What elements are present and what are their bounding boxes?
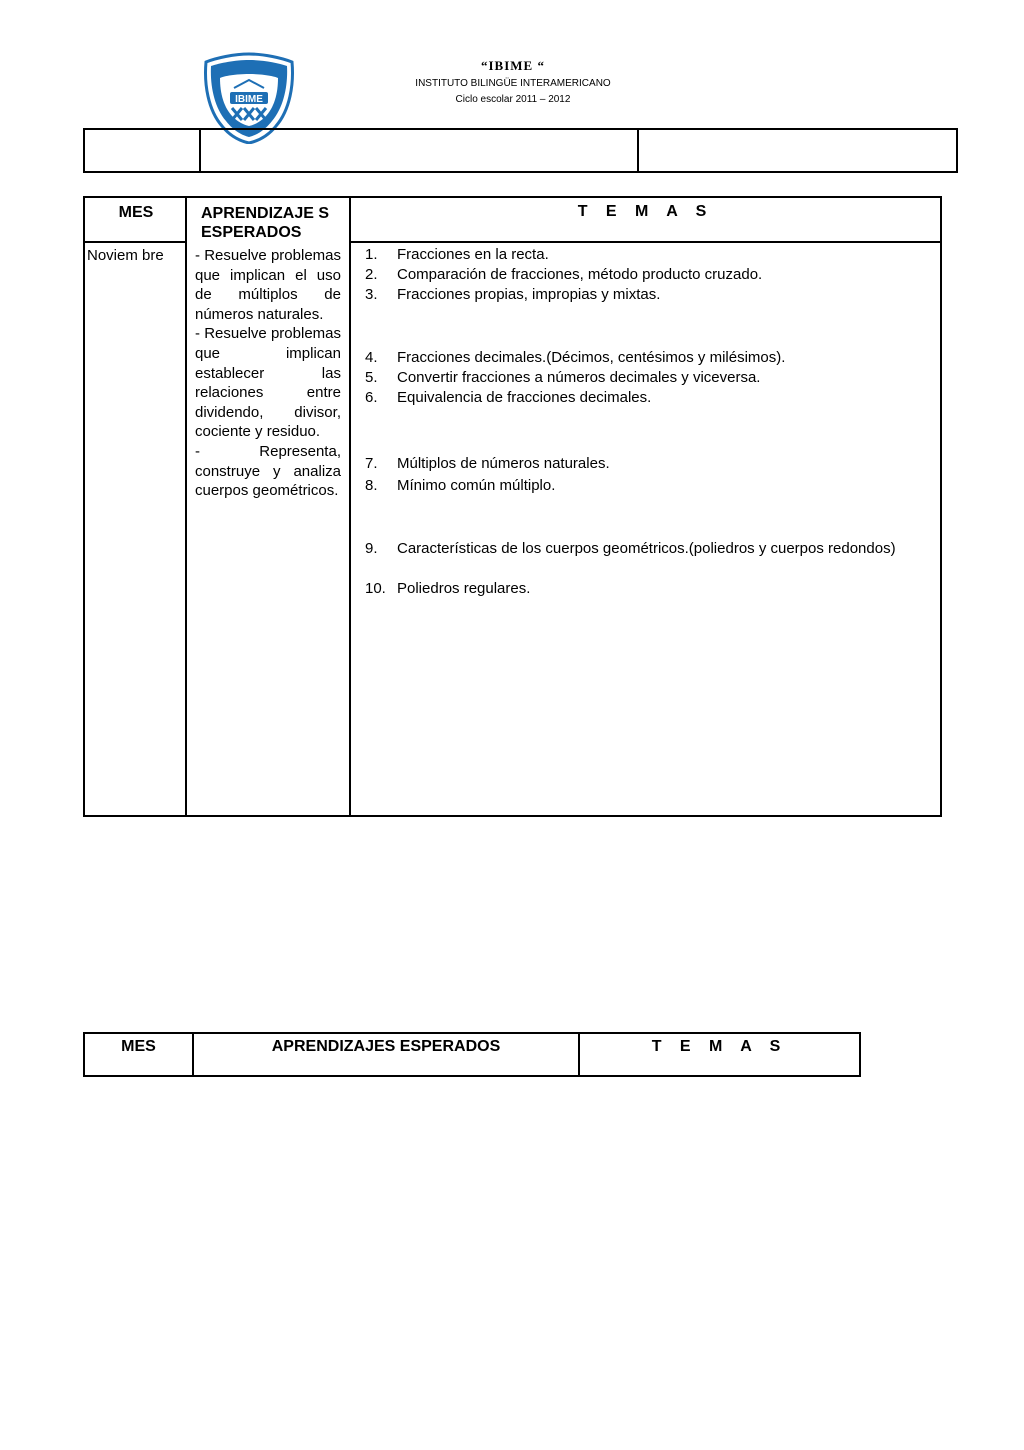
tema-number: 7. xyxy=(365,455,378,472)
header-temas: T E M A S xyxy=(577,203,714,220)
tema-text: Características de los cuerpos geométricos.(poliedros y cuerpos redondos) xyxy=(397,540,896,557)
tema-item xyxy=(365,579,920,598)
tema-text: Comparación de fracciones, método producto cruzado. xyxy=(397,266,763,283)
tema-number: 2. xyxy=(365,266,378,283)
aprendizaje-item: - Resuelve problemas que implican establecer las relaciones entre dividendo, divisor, cociente y residuo. xyxy=(195,325,341,441)
tema-number: 6. xyxy=(365,389,378,406)
lesson-plan-table xyxy=(83,196,942,817)
tema-text: Fracciones decimales.(Décimos, centésimos y milésimos). xyxy=(397,349,786,366)
aprendizajes-list xyxy=(195,246,341,501)
school-cycle: Ciclo escolar 2011 – 2012 xyxy=(455,94,571,105)
school-name: “IBIME “ xyxy=(481,58,545,73)
tema-number: 4. xyxy=(365,349,378,366)
tema-item xyxy=(365,388,920,407)
tema-item xyxy=(365,539,920,558)
tema-number: 1. xyxy=(365,246,378,263)
info-cell-2 xyxy=(200,129,638,172)
tema-item xyxy=(365,348,920,367)
bottom-header-mes: MES xyxy=(84,1033,193,1076)
header-aprendizajes: APRENDIZAJE S ESPERADOS xyxy=(201,205,330,241)
next-month-table xyxy=(83,1032,861,1077)
tema-text: Fracciones en la recta. xyxy=(397,246,549,263)
tema-number: 8. xyxy=(365,477,378,494)
header-divider xyxy=(349,241,940,243)
column-divider xyxy=(349,198,351,815)
aprendizaje-item: - Resuelve problemas que implican el uso de múltiplos de números naturales. xyxy=(195,247,341,323)
column-divider xyxy=(185,198,187,815)
mes-value: Noviem bre xyxy=(87,247,164,264)
bottom-header-temas: T E M A S xyxy=(579,1033,860,1076)
tema-text: Equivalencia de fracciones decimales. xyxy=(397,389,652,406)
tema-number: 9. xyxy=(365,540,378,557)
info-table xyxy=(83,128,958,173)
tema-text: Convertir fracciones a números decimales y viceversa. xyxy=(397,369,761,386)
bottom-header-aprendizajes: APRENDIZAJES ESPERADOS xyxy=(193,1033,579,1076)
aprendizaje-item: - Representa, construye y analiza cuerpos geométricos. xyxy=(195,442,341,500)
tema-text: Múltiplos de números naturales. xyxy=(397,455,610,472)
info-cell-3 xyxy=(638,129,957,172)
institution-name: INSTITUTO BILINGÜE INTERAMERICANO xyxy=(415,78,611,89)
tema-number: 5. xyxy=(365,369,378,386)
tema-item xyxy=(365,285,920,304)
info-cell-1 xyxy=(84,129,200,172)
tema-item xyxy=(365,265,920,284)
tema-text: Mínimo común múltiplo. xyxy=(397,477,556,494)
header-mes: MES xyxy=(118,204,154,221)
tema-item xyxy=(365,454,920,473)
tema-number: 3. xyxy=(365,286,378,303)
tema-text: Poliedros regulares. xyxy=(397,580,531,597)
svg-text:IBIME: IBIME xyxy=(235,94,263,105)
tema-number: 10. xyxy=(365,580,386,597)
header-divider xyxy=(85,241,185,243)
tema-item xyxy=(365,245,920,264)
tema-item xyxy=(365,368,920,387)
tema-text: Fracciones propias, impropias y mixtas. xyxy=(397,286,661,303)
tema-item xyxy=(365,476,920,495)
